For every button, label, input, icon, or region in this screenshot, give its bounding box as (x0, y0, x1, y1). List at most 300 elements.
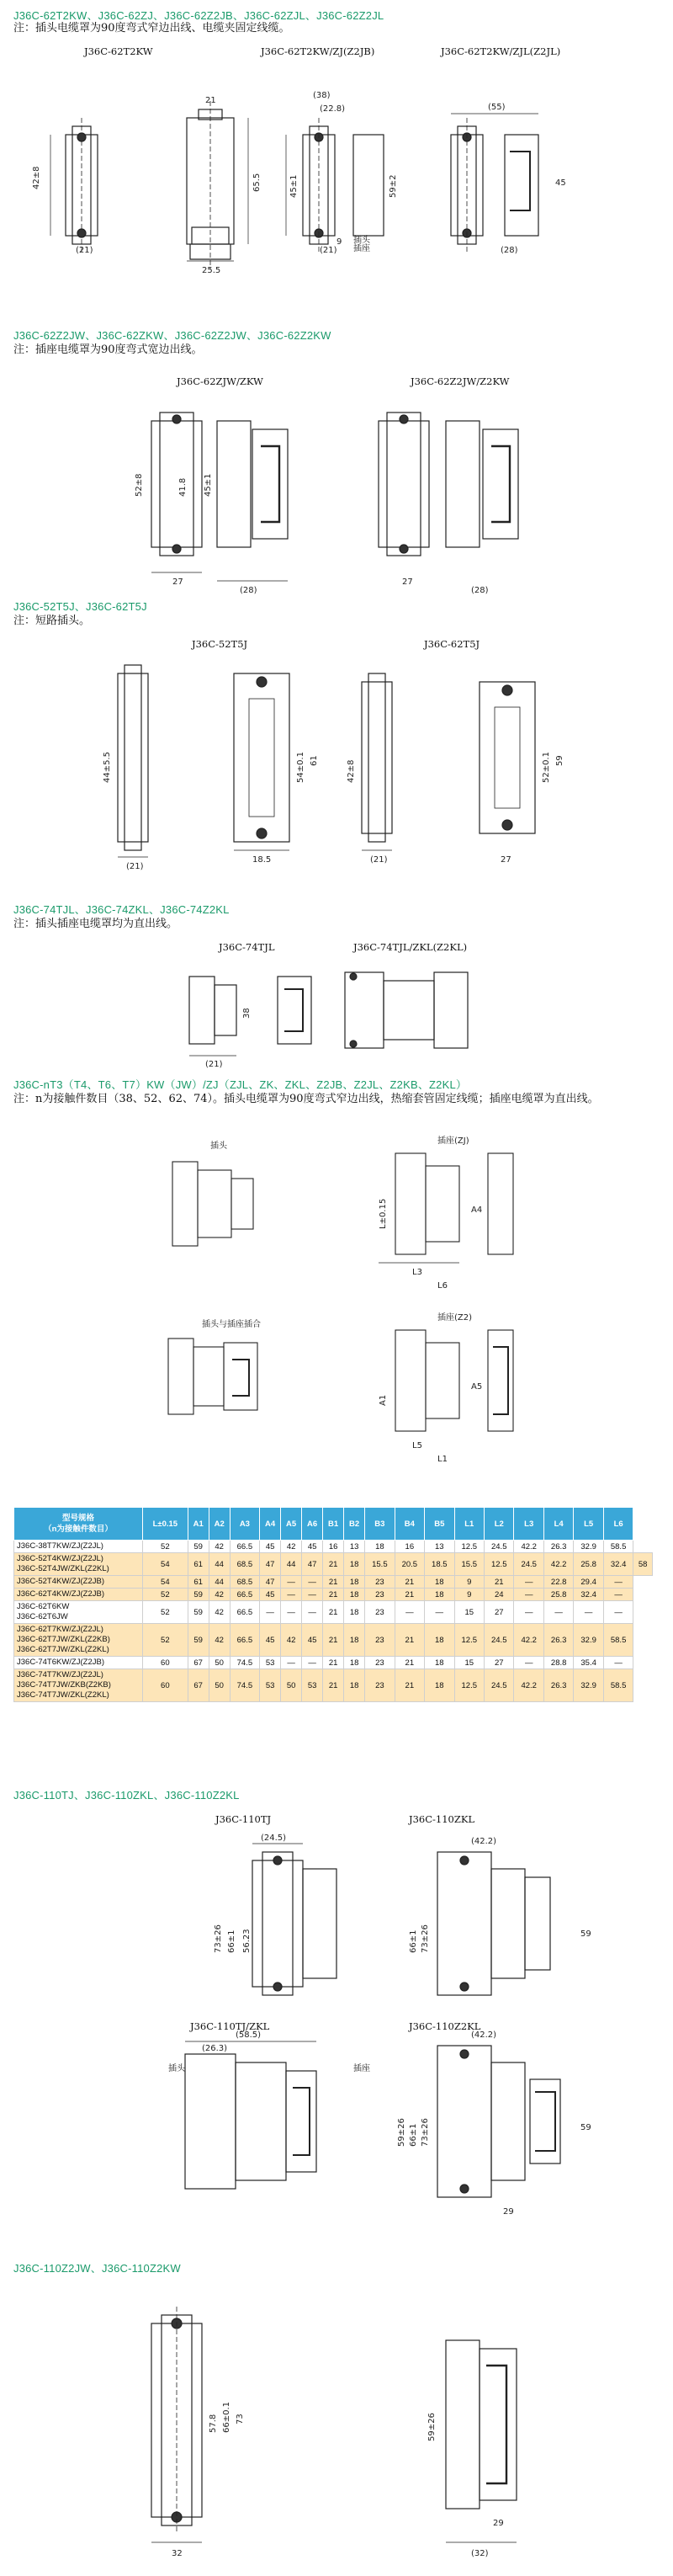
svg-text:(28): (28) (240, 586, 257, 595)
model-name: J36C-38T7KW/ZJ(Z2JL) (17, 1541, 103, 1551)
dim-28: (28) (501, 246, 518, 255)
table-cell: 50 (281, 1669, 302, 1702)
table-cell: 18 (344, 1624, 365, 1657)
table-cell: — (603, 1601, 633, 1624)
table-cell: 18 (365, 1541, 395, 1553)
table-cell: — (302, 1576, 323, 1589)
dim-451: 45±1 (289, 174, 299, 198)
svg-text:A4: A4 (471, 1206, 483, 1215)
table-cell: — (603, 1589, 633, 1601)
table-header-a2: A2 (209, 1508, 230, 1541)
table-cell: 45 (260, 1541, 281, 1553)
svg-text:(21): (21) (126, 862, 144, 871)
svg-text:54±0.1: 54±0.1 (296, 751, 305, 783)
table-cell: 44 (209, 1553, 230, 1576)
model-name: J36C-62T7KW/ZJ(Z2JL) (17, 1625, 103, 1634)
model-name: J36C-74T7KW/ZJ(Z2JL) (17, 1670, 103, 1679)
table-cell: 18 (344, 1657, 365, 1669)
table-cell: 18 (425, 1657, 454, 1669)
svg-text:A5: A5 (471, 1382, 483, 1392)
table-cell: 47 (260, 1553, 281, 1576)
table-cell: 20.5 (395, 1553, 424, 1576)
svg-text:57.8: 57.8 (209, 2414, 218, 2433)
table-header-l4: L4 (543, 1508, 573, 1541)
svg-text:32: 32 (172, 2549, 183, 2558)
lbl-socket: 插座 (353, 244, 370, 253)
table-cell: 66.5 (230, 1541, 259, 1553)
table-header-l5: L5 (574, 1508, 603, 1541)
table-cell-model (14, 1657, 143, 1669)
table-cell: 18 (344, 1669, 365, 1702)
svg-text:L3: L3 (412, 1268, 422, 1277)
table-cell: 21 (395, 1624, 424, 1657)
table-cell: 68.5 (230, 1553, 259, 1576)
table-cell: 13 (344, 1541, 365, 1553)
svg-text:52±0.1: 52±0.1 (542, 751, 551, 783)
table-cell: 59 (188, 1601, 209, 1624)
svg-text:插座(ZJ): 插座(ZJ) (437, 1136, 469, 1146)
svg-text:42±8: 42±8 (347, 759, 356, 783)
table-cell: 23 (365, 1657, 395, 1669)
table-cell-model (14, 1624, 143, 1657)
svg-text:插头: 插头 (168, 2064, 185, 2073)
table-cell: 35.4 (574, 1657, 603, 1669)
table-cell: 47 (302, 1553, 323, 1576)
dim-21a: (21) (76, 246, 93, 255)
table-cell: 23 (365, 1669, 395, 1702)
section5-note: 注：n为接触件数目（38、52、62、74）。插头电缆罩为90度弯式窄边出线，热缩套管固定线缆；插座电缆罩为直出线。 (13, 1093, 599, 1105)
section3-label-a: J36C-52T5J (192, 638, 248, 650)
table-cell: — (302, 1589, 323, 1601)
table-cell: 18 (425, 1669, 454, 1702)
model-name: J36C-52T4KW/ZJ(Z2JL) (17, 1554, 103, 1563)
table-cell: 58 (633, 1553, 653, 1576)
table-header-b3: B3 (365, 1508, 395, 1541)
table-cell: — (302, 1601, 323, 1624)
dim-38: (38) (313, 91, 331, 100)
table-header-a1: A1 (188, 1508, 209, 1541)
section4-label-a: J36C-74TJL (219, 941, 275, 953)
table-cell: — (514, 1576, 543, 1589)
table-cell: — (395, 1601, 424, 1624)
table-header-a3: A3 (230, 1508, 259, 1541)
table-cell: 9 (454, 1576, 484, 1589)
table-cell: 32.4 (603, 1553, 633, 1576)
table-cell: 52 (143, 1589, 188, 1601)
svg-text:66±0.1: 66±0.1 (222, 2401, 231, 2433)
table-cell: 61 (188, 1553, 209, 1576)
table-cell: 26.3 (543, 1624, 573, 1657)
table-cell: 23 (365, 1601, 395, 1624)
section1-heading: J36C-62T2KW、J36C-62ZJ、J36C-62Z2JB、J36C-62ZJL、J36C-62Z2JL (13, 9, 384, 22)
lbl-plug: 插头 (353, 236, 370, 245)
spec-table (13, 1507, 653, 1702)
table-cell: 67 (188, 1669, 209, 1702)
table-cell: — (281, 1576, 302, 1589)
table-cell: 21 (323, 1601, 344, 1624)
table-cell: — (281, 1657, 302, 1669)
table-header-a4: A4 (260, 1508, 281, 1541)
table-cell: 21 (395, 1589, 424, 1601)
table-cell: 18 (425, 1589, 454, 1601)
dim-228: (22.8) (320, 104, 346, 114)
svg-text:29: 29 (493, 2519, 504, 2528)
table-cell: 18.5 (425, 1553, 454, 1576)
svg-text:73±26: 73±26 (421, 1924, 430, 1953)
table-cell: — (260, 1601, 281, 1624)
table-cell: 53 (260, 1657, 281, 1669)
table-cell: 42 (209, 1601, 230, 1624)
svg-text:(42.2): (42.2) (471, 1837, 497, 1846)
model-name: J36C-62T6JW (17, 1612, 68, 1621)
table-cell: 15.5 (365, 1553, 395, 1576)
table-cell: 74.5 (230, 1657, 259, 1669)
table-cell: 27 (485, 1601, 514, 1624)
table-header-row (14, 1508, 653, 1541)
table-cell: — (603, 1657, 633, 1669)
table-cell-model (14, 1541, 143, 1553)
section3-drawing (0, 648, 673, 876)
table-row (14, 1657, 653, 1669)
table-cell: — (514, 1657, 543, 1669)
table-cell-model (14, 1589, 143, 1601)
table-cell: 21 (485, 1576, 514, 1589)
section2-drawing (0, 370, 673, 595)
table-cell: 21 (395, 1657, 424, 1669)
table-cell-model (14, 1576, 143, 1589)
table-cell: 32.9 (574, 1541, 603, 1553)
table-cell: 15.5 (454, 1553, 484, 1576)
table-cell: 22.8 (543, 1576, 573, 1589)
table-cell: 54 (143, 1576, 188, 1589)
section6-heading: J36C-110TJ、J36C-110ZKL、J36C-110Z2KL (13, 1789, 240, 1802)
svg-text:27: 27 (402, 577, 413, 587)
section2-label-b: J36C-62Z2JW/Z2KW (411, 375, 510, 387)
table-cell: 50 (209, 1657, 230, 1669)
svg-text:插头与插座插合: 插头与插座插合 (202, 1320, 261, 1329)
table-cell: — (281, 1601, 302, 1624)
svg-text:插座(Z2): 插座(Z2) (437, 1313, 473, 1323)
table-cell: — (574, 1601, 603, 1624)
table-cell: — (302, 1657, 323, 1669)
table-cell: 61 (188, 1576, 209, 1589)
table-header-model: 型号规格 （n为接触件数目） (14, 1508, 143, 1541)
table-cell: 60 (143, 1657, 188, 1669)
table-cell: 21 (395, 1669, 424, 1702)
section1-drawing (0, 0, 673, 275)
section1-label-a: J36C-62T2KW (84, 45, 153, 57)
svg-text:59: 59 (580, 1929, 591, 1939)
section1-note: 注：插头电缆罩为90度弯式窄边出线、电缆夹固定线缆。 (13, 22, 290, 35)
dim-45: 45 (555, 178, 566, 188)
svg-text:66±1: 66±1 (409, 1929, 418, 1953)
svg-text:(21): (21) (370, 855, 388, 865)
table-cell: 18 (344, 1553, 365, 1576)
svg-text:(24.5): (24.5) (261, 1834, 287, 1843)
table-cell: 59 (188, 1624, 209, 1657)
section6-label-c: J36C-110TJ/ZKL (190, 2020, 270, 2032)
model-name: J36C-74T6KW/ZJ(Z2JB) (17, 1658, 104, 1667)
svg-text:(26.3): (26.3) (202, 2044, 228, 2053)
svg-text:73±26: 73±26 (214, 1924, 223, 1953)
svg-text:18.5: 18.5 (252, 855, 272, 865)
table-cell: 18 (344, 1576, 365, 1589)
table-cell: 66.5 (230, 1589, 259, 1601)
section3-heading: J36C-52T5J、J36C-62T5J (13, 600, 147, 613)
table-cell: 42 (209, 1624, 230, 1657)
section5-heading: J36C-nT3（T4、T6、T7）KW（JW）/ZJ（ZJL、ZK、ZKL、Z2JB、Z2JL、Z2KB、Z2KL） (13, 1078, 468, 1091)
table-cell: 15 (454, 1601, 484, 1624)
table-cell: 44 (209, 1576, 230, 1589)
dim-55: (55) (488, 103, 506, 112)
table-cell: 18 (425, 1576, 454, 1589)
table-cell: 18 (344, 1601, 365, 1624)
dim-255: 25.5 (202, 266, 221, 275)
svg-text:L1: L1 (437, 1455, 448, 1464)
table-cell: 18 (425, 1624, 454, 1657)
table-cell: 24.5 (485, 1669, 514, 1702)
svg-text:L6: L6 (437, 1281, 448, 1291)
model-name: J36C-62T6KW (17, 1602, 70, 1611)
section5-drawing (0, 1128, 673, 1498)
table-cell: 42.2 (514, 1541, 543, 1553)
table-cell: 12.5 (454, 1624, 484, 1657)
svg-text:插座: 插座 (353, 2064, 370, 2073)
section4-drawing (0, 951, 673, 1069)
table-row (14, 1553, 653, 1576)
table-cell: 24.5 (485, 1624, 514, 1657)
table-cell: 23 (365, 1589, 395, 1601)
table-cell: 25.8 (574, 1553, 603, 1576)
svg-text:(32): (32) (471, 2549, 489, 2558)
model-name: J36C-52T4KW/ZJ(Z2JB) (17, 1577, 104, 1586)
table-row (14, 1624, 653, 1657)
table-cell: 28.8 (543, 1657, 573, 1669)
svg-text:56.23: 56.23 (242, 1929, 252, 1953)
table-cell: — (281, 1589, 302, 1601)
table-header-b5: B5 (425, 1508, 454, 1541)
table-header-b2: B2 (344, 1508, 365, 1541)
table-header-l3: L3 (514, 1508, 543, 1541)
table-cell: — (425, 1601, 454, 1624)
table-cell: 68.5 (230, 1576, 259, 1589)
svg-text:(21): (21) (205, 1060, 223, 1069)
model-name: J36C-74T7JW/ZKB(Z2KB) (17, 1680, 111, 1690)
table-cell: 42 (281, 1541, 302, 1553)
section4-heading: J36C-74TJL、J36C-74ZKL、J36C-74Z2KL (13, 903, 230, 916)
svg-text:(42.2): (42.2) (471, 2030, 497, 2040)
svg-text:L±0.15: L±0.15 (379, 1198, 388, 1229)
table-cell: 29.4 (574, 1576, 603, 1589)
table-row (14, 1589, 653, 1601)
table-cell: 42.2 (543, 1553, 573, 1576)
table-body (14, 1541, 653, 1702)
table-cell: 21 (323, 1576, 344, 1589)
table-cell: 24.5 (514, 1553, 543, 1576)
section6-drawing (0, 1827, 673, 2248)
table-cell: 52 (143, 1624, 188, 1657)
table-header-l1: L1 (454, 1508, 484, 1541)
svg-text:45±1: 45±1 (204, 473, 213, 497)
table-cell: 12.5 (454, 1669, 484, 1702)
table-cell: 42 (209, 1541, 230, 1553)
table-cell: 23 (365, 1624, 395, 1657)
table-cell: 21 (395, 1576, 424, 1589)
svg-text:66±1: 66±1 (409, 2123, 418, 2147)
svg-text:66±1: 66±1 (227, 1929, 236, 1953)
table-cell: 32.9 (574, 1669, 603, 1702)
table-header-b1: B1 (323, 1508, 344, 1541)
table-cell: 45 (260, 1589, 281, 1601)
svg-text:44±5.5: 44±5.5 (103, 751, 112, 783)
dim-42: 42±8 (32, 166, 41, 189)
svg-text:52±8: 52±8 (135, 473, 144, 497)
table-cell-model (14, 1669, 143, 1702)
table-cell: — (514, 1601, 543, 1624)
table-header-a6: A6 (302, 1508, 323, 1541)
section2-heading: J36C-62Z2JW、J36C-62ZKW、J36C-62Z2JW、J36C-62Z2KW (13, 329, 331, 342)
table-cell: 44 (281, 1553, 302, 1576)
table-cell: — (543, 1601, 573, 1624)
model-name: J36C-62T7JW/ZKL(Z2KL) (17, 1645, 109, 1654)
table-cell: 74.5 (230, 1669, 259, 1702)
table-cell: 66.5 (230, 1624, 259, 1657)
table-cell: 58.5 (603, 1669, 633, 1702)
section1-label-c: J36C-62T2KW/ZJL(Z2JL) (441, 45, 561, 57)
svg-text:A1: A1 (379, 1394, 388, 1406)
table-cell: 42.2 (514, 1669, 543, 1702)
section6-label-d: J36C-110Z2KL (409, 2020, 481, 2032)
svg-text:59±26: 59±26 (427, 2413, 437, 2441)
svg-text:(58.5): (58.5) (236, 2030, 262, 2040)
table-cell: 24 (485, 1589, 514, 1601)
table-cell: 25.8 (543, 1589, 573, 1601)
table-header-a5: A5 (281, 1508, 302, 1541)
table-cell: 42 (209, 1589, 230, 1601)
svg-text:L5: L5 (412, 1441, 422, 1450)
table-cell: 47 (260, 1576, 281, 1589)
table-cell: 59 (188, 1589, 209, 1601)
table-cell: 42 (281, 1624, 302, 1657)
table-cell: 21 (323, 1589, 344, 1601)
table-cell: 58.5 (603, 1541, 633, 1553)
table-cell: 26.3 (543, 1669, 573, 1702)
table-cell: 27 (485, 1657, 514, 1669)
svg-text:38: 38 (242, 1008, 252, 1019)
section6-label-a: J36C-110TJ (215, 1813, 272, 1825)
model-name: J36C-62T4KW/ZJ(Z2JB) (17, 1589, 104, 1599)
table-cell: 9 (454, 1589, 484, 1601)
table-cell: 21 (323, 1553, 344, 1576)
table-cell: 15 (454, 1657, 484, 1669)
table-cell: 45 (302, 1624, 323, 1657)
table-row (14, 1669, 653, 1702)
table-cell: 26.3 (543, 1541, 573, 1553)
table-cell: 16 (395, 1541, 424, 1553)
table-header-l6: L6 (603, 1508, 633, 1541)
table-cell: 59 (188, 1541, 209, 1553)
table-cell: 24.5 (485, 1541, 514, 1553)
table-cell: 18 (344, 1589, 365, 1601)
section1-label-b: J36C-62T2KW/ZJ(Z2JB) (261, 45, 375, 57)
table-cell: 32.9 (574, 1624, 603, 1657)
table-cell: 58.5 (603, 1624, 633, 1657)
svg-text:61: 61 (310, 755, 319, 766)
section3-note: 注：短路插头。 (13, 615, 91, 627)
svg-text:59±26: 59±26 (397, 2118, 406, 2147)
table-cell: — (603, 1576, 633, 1589)
table-row (14, 1601, 653, 1624)
table-cell: 23 (365, 1576, 395, 1589)
table-cell: 52 (143, 1541, 188, 1553)
svg-text:插头: 插头 (210, 1142, 227, 1151)
svg-text:59: 59 (580, 2123, 591, 2132)
table-cell: 45 (260, 1624, 281, 1657)
svg-text:73: 73 (236, 2414, 245, 2424)
dim-9: 9 (336, 237, 342, 247)
table-cell: 53 (302, 1669, 323, 1702)
svg-text:27: 27 (172, 577, 183, 587)
table-header-b4: B4 (395, 1508, 424, 1541)
table-cell: 66.5 (230, 1601, 259, 1624)
section2-label-a: J36C-62ZJW/ZKW (177, 375, 263, 387)
model-name: J36C-52T4JW/ZKL(Z2KL) (17, 1564, 109, 1573)
table-cell: 54 (143, 1553, 188, 1576)
table-cell: 12.5 (485, 1553, 514, 1576)
svg-text:27: 27 (501, 855, 511, 865)
section4-note: 注：插头插座电缆罩均为直出线。 (13, 918, 178, 930)
table-cell: 42.2 (514, 1624, 543, 1657)
table-cell: 21 (323, 1624, 344, 1657)
table-header-l: L±0.15 (143, 1508, 188, 1541)
table-cell: 60 (143, 1669, 188, 1702)
table-cell: 32.4 (574, 1589, 603, 1601)
section3-label-b: J36C-62T5J (424, 638, 480, 650)
table-cell-model (14, 1601, 143, 1624)
model-name: J36C-74T7JW/ZKL(Z2KL) (17, 1690, 109, 1700)
table-cell-model (14, 1553, 143, 1576)
model-name: J36C-62T7JW/ZKL(Z2KB) (17, 1635, 110, 1644)
svg-text:59: 59 (555, 755, 564, 766)
svg-text:29: 29 (503, 2207, 514, 2217)
svg-text:(28): (28) (471, 586, 489, 595)
table-cell: 50 (209, 1669, 230, 1702)
section2-note: 注：插座电缆罩为90度弯式宽边出线。 (13, 343, 203, 356)
table-cell: 53 (260, 1669, 281, 1702)
svg-text:41.8: 41.8 (178, 477, 188, 497)
table-cell: — (514, 1589, 543, 1601)
table-header-l2: L2 (485, 1508, 514, 1541)
dim-21c: (21) (320, 246, 337, 255)
table-cell: 52 (143, 1601, 188, 1624)
table-cell: 67 (188, 1657, 209, 1669)
section7-drawing (0, 2290, 673, 2568)
dim-21b: 21 (205, 96, 216, 105)
table-cell: 13 (425, 1541, 454, 1553)
table-cell: 16 (323, 1541, 344, 1553)
section4-label-b: J36C-74TJL/ZKL(Z2KL) (353, 941, 468, 953)
table-row (14, 1541, 653, 1553)
svg-text:73±26: 73±26 (421, 2118, 430, 2147)
table-row (14, 1576, 653, 1589)
section6-label-b: J36C-110ZKL (409, 1813, 475, 1825)
table-cell: 21 (323, 1657, 344, 1669)
section7-heading: J36C-110Z2JW、J36C-110Z2KW (13, 2262, 181, 2275)
dim-655: 65.5 (252, 173, 262, 192)
table-cell: 12.5 (454, 1541, 484, 1553)
dim-592: 59±2 (389, 174, 398, 198)
table-cell: 21 (323, 1669, 344, 1702)
